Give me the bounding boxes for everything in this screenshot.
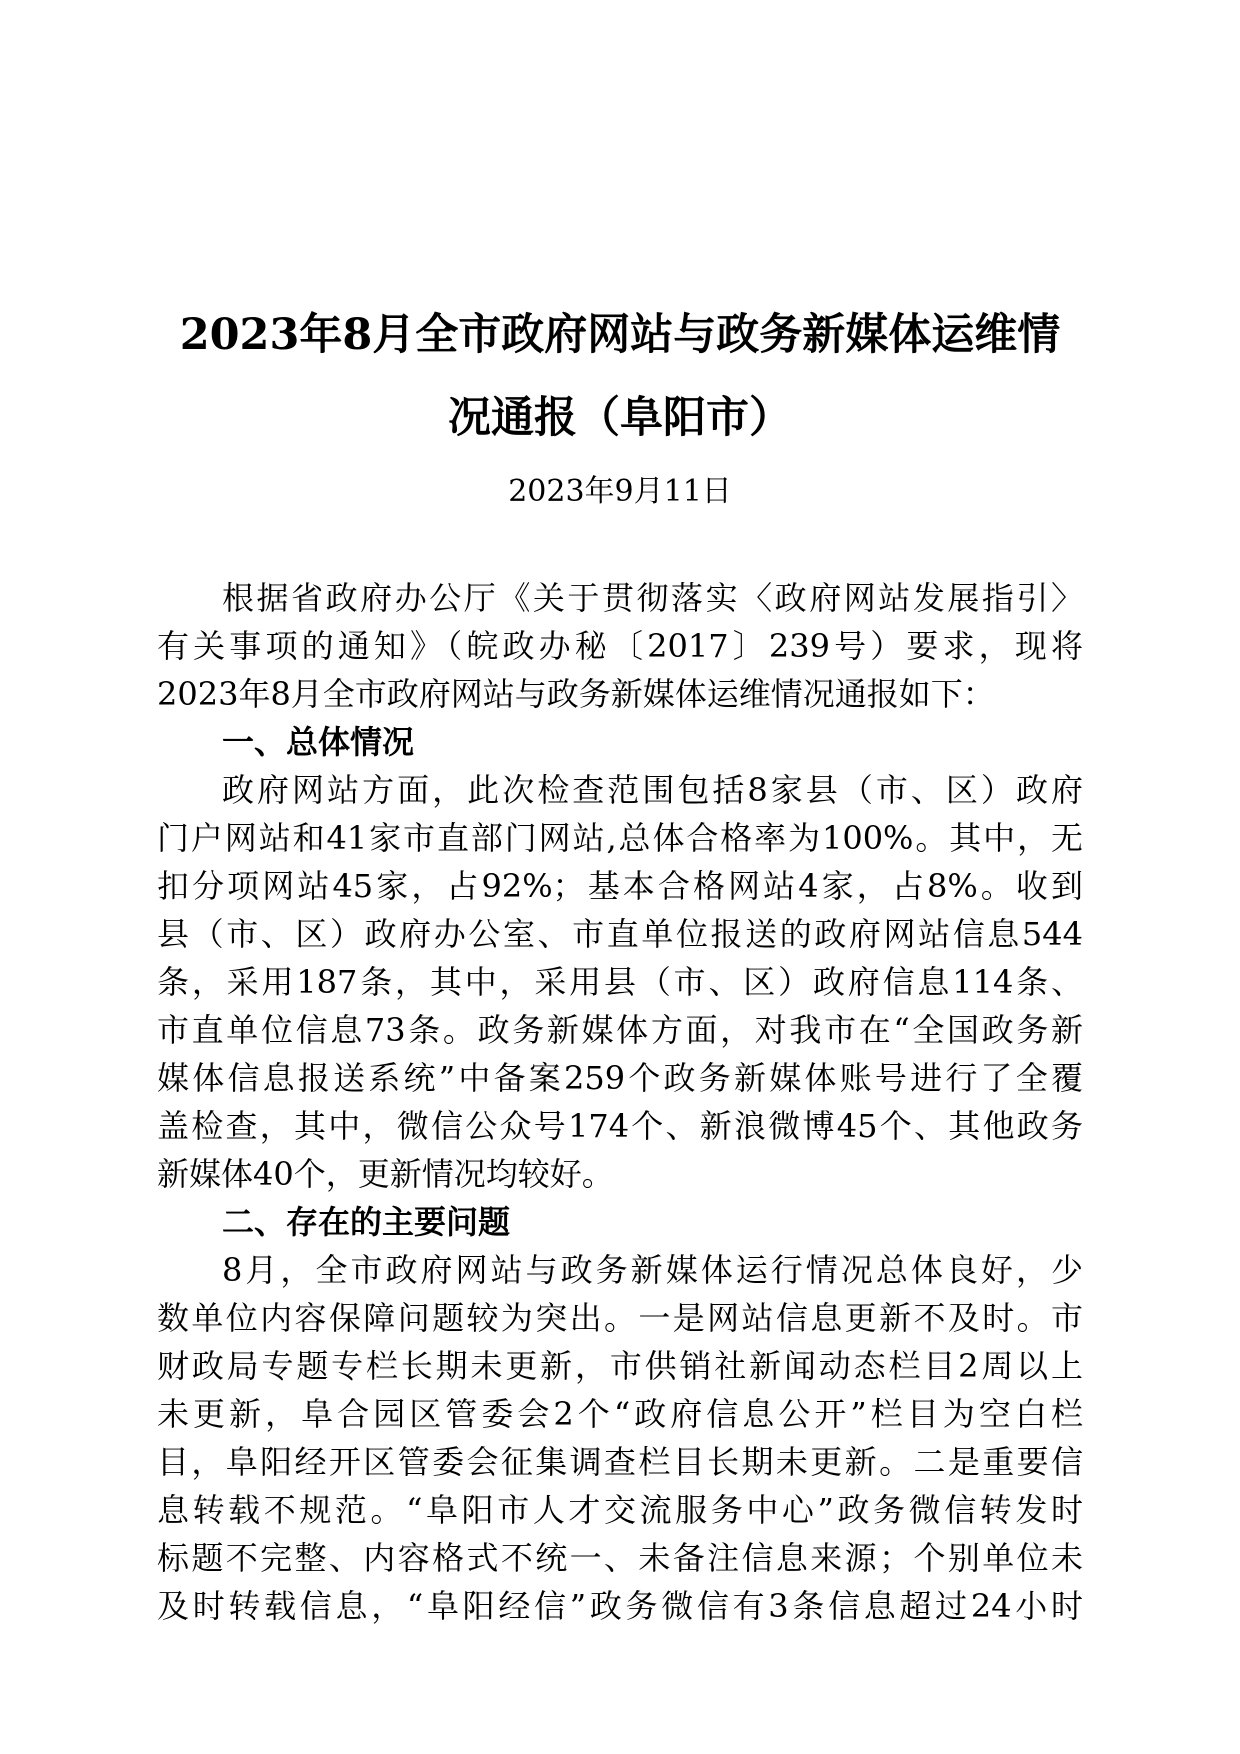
intro-line: 2023年8月全市政府网站与政务新媒体运维情况通报如下：	[157, 675, 995, 713]
section-heading-overview: 一、总体情况	[222, 723, 415, 761]
section2-line: 标题不完整、内容格式不统一、未备注信息来源；个别单位未	[157, 1539, 1083, 1577]
section1-line: 政府网站方面，此次检查范围包括8家县（市、区）政府	[222, 771, 1083, 809]
section2-line: 未更新，阜合园区管委会2个“政府信息公开”栏目为空白栏	[157, 1395, 1083, 1433]
section2-line: 财政局专题专栏长期未更新，市供销社新闻动态栏目2周以上	[157, 1347, 1083, 1385]
document-date: 2023年9月11日	[508, 474, 732, 509]
section1-line: 盖检查，其中，微信公众号174个、新浪微博45个、其他政务	[157, 1107, 1083, 1145]
section1-line: 门户网站和41家市直部门网站,总体合格率为100%。其中，无	[157, 819, 1083, 857]
section1-line: 媒体信息报送系统”中备案259个政务新媒体账号进行了全覆	[157, 1059, 1083, 1097]
section2-line: 及时转载信息，“阜阳经信”政务微信有3条信息超过24小时	[157, 1587, 1083, 1625]
section2-line: 息转载不规范。“阜阳市人才交流服务中心”政务微信转发时	[157, 1491, 1083, 1529]
section1-line: 新媒体40个，更新情况均较好。	[157, 1155, 614, 1193]
section1-line: 条，采用187条，其中，采用县（市、区）政府信息114条、	[157, 963, 1083, 1001]
intro-line: 根据省政府办公厅《关于贯彻落实〈政府网站发展指引〉	[222, 579, 1083, 617]
document-title-line-1: 2023年8月全市政府网站与政务新媒体运维情	[179, 310, 1061, 360]
section-heading-problems: 二、存在的主要问题	[222, 1203, 511, 1241]
section1-line: 扣分项网站45家，占92%；基本合格网站4家，占8%。收到	[157, 867, 1083, 905]
section2-line: 8月，全市政府网站与政务新媒体运行情况总体良好，少	[222, 1251, 1083, 1289]
document-title-line-2: 况通报（阜阳市）	[448, 393, 792, 443]
section2-line: 数单位内容保障问题较为突出。一是网站信息更新不及时。市	[157, 1299, 1083, 1337]
section1-line: 县（市、区）政府办公室、市直单位报送的政府网站信息544	[157, 915, 1083, 953]
section2-line: 目，阜阳经开区管委会征集调查栏目长期未更新。二是重要信	[157, 1443, 1083, 1481]
intro-line: 有关事项的通知》（皖政办秘〔2017〕239号）要求，现将	[157, 627, 1083, 665]
section1-line: 市直单位信息73条。政务新媒体方面，对我市在“全国政务新	[157, 1011, 1083, 1049]
